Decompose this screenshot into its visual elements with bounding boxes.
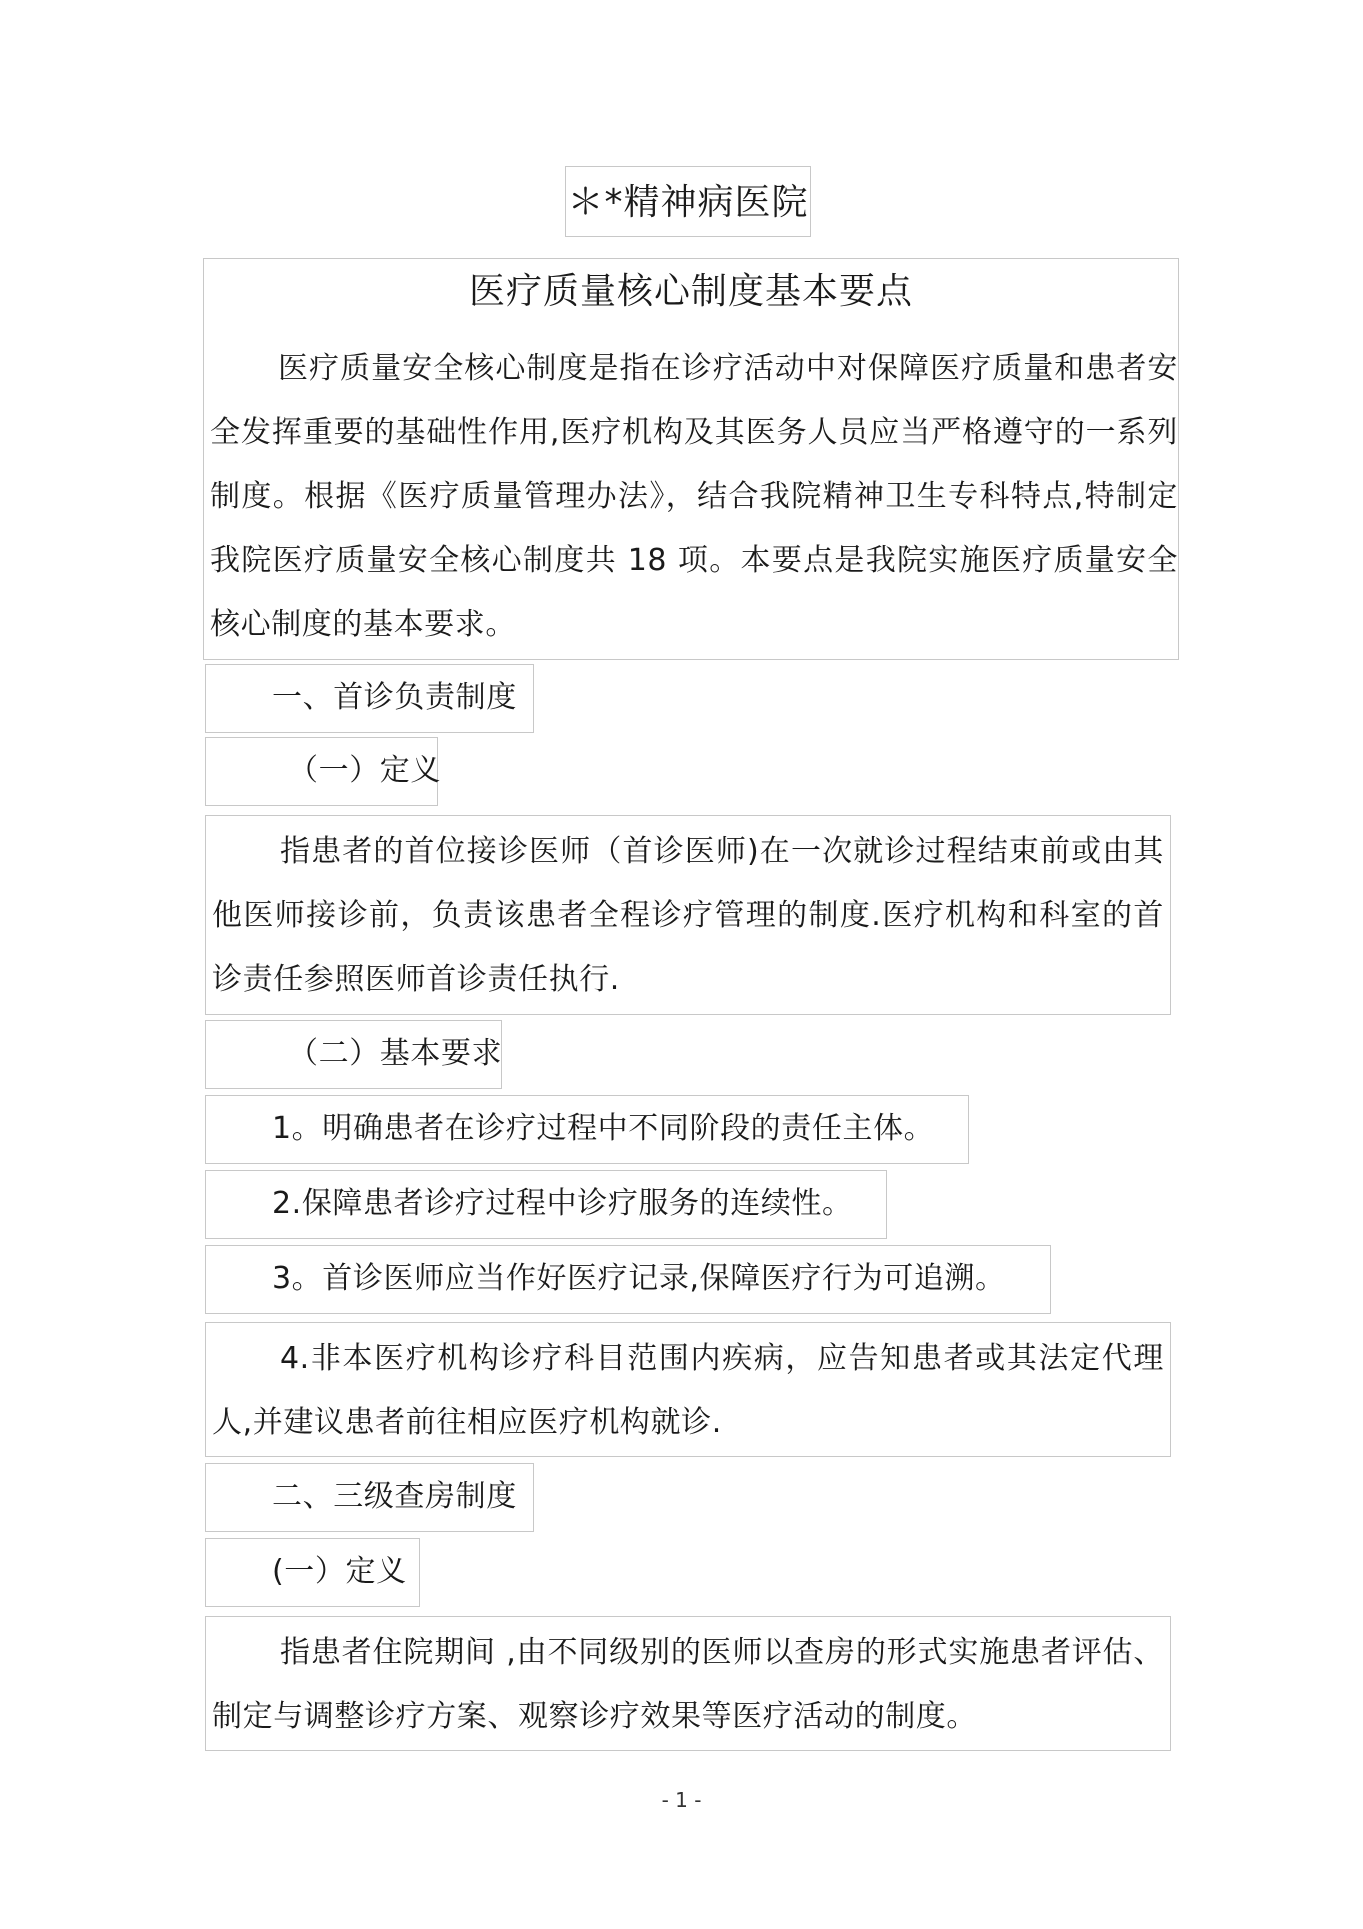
requirement-item-2: 2.保障患者诊疗过程中诊疗服务的连续性。 <box>205 1170 887 1239</box>
requirement-item-4-block <box>205 1322 1171 1457</box>
section-1-heading: 一、首诊负责制度 <box>205 664 534 733</box>
section-1-requirements-heading: （二）基本要求 <box>205 1020 502 1089</box>
intro-paragraph: 医疗质量安全核心制度是指在诊疗活动中对保障医疗质量和患者安全发挥重要的基础性作用,医疗机构及其医务人员应当严格遵守的一系列制度。根据《医疗质量管理办法》，结合我院精神卫生专科特点,特制定我院医疗质量安全核心制度共 18 项。本要点是我院实施医疗质量安全核心制度的基本要求。 <box>210 351 1178 642</box>
intro-block <box>203 258 1179 660</box>
page-number: - 1 - <box>661 1788 702 1812</box>
section-2-heading: 二、三级查房制度 <box>205 1463 534 1532</box>
requirement-item-4: 4.非本医疗机构诊疗科目范围内疾病，应告知患者或其法定代理人,并建议患者前往相应医疗机构就诊. <box>212 1341 1164 1440</box>
document-title: 医疗质量核心制度基本要点 <box>468 271 913 312</box>
section-2-definition-heading: (一）定义 <box>205 1538 420 1607</box>
hospital-name: ＊*精神病医院 <box>565 166 811 237</box>
section-2-definition-text: 指患者住院期间 ,由不同级别的医师以查房的形式实施患者评估、制定与调整诊疗方案、观察诊疗效果等医疗活动的制度。 <box>212 1635 1164 1734</box>
section-2-definition-block <box>205 1616 1171 1751</box>
requirement-item-3: 3。首诊医师应当作好医疗记录,保障医疗行为可追溯。 <box>205 1245 1051 1314</box>
requirement-item-1: 1。明确患者在诊疗过程中不同阶段的责任主体。 <box>205 1095 969 1164</box>
section-1-definition-heading: （一）定义 <box>205 737 438 806</box>
section-1-definition-text: 指患者的首位接诊医师（首诊医师)在一次就诊过程结束前或由其他医师接诊前，负责该患者全程诊疗管理的制度.医疗机构和科室的首诊责任参照医师首诊责任执行. <box>212 834 1164 997</box>
section-1-definition-block <box>205 815 1171 1015</box>
